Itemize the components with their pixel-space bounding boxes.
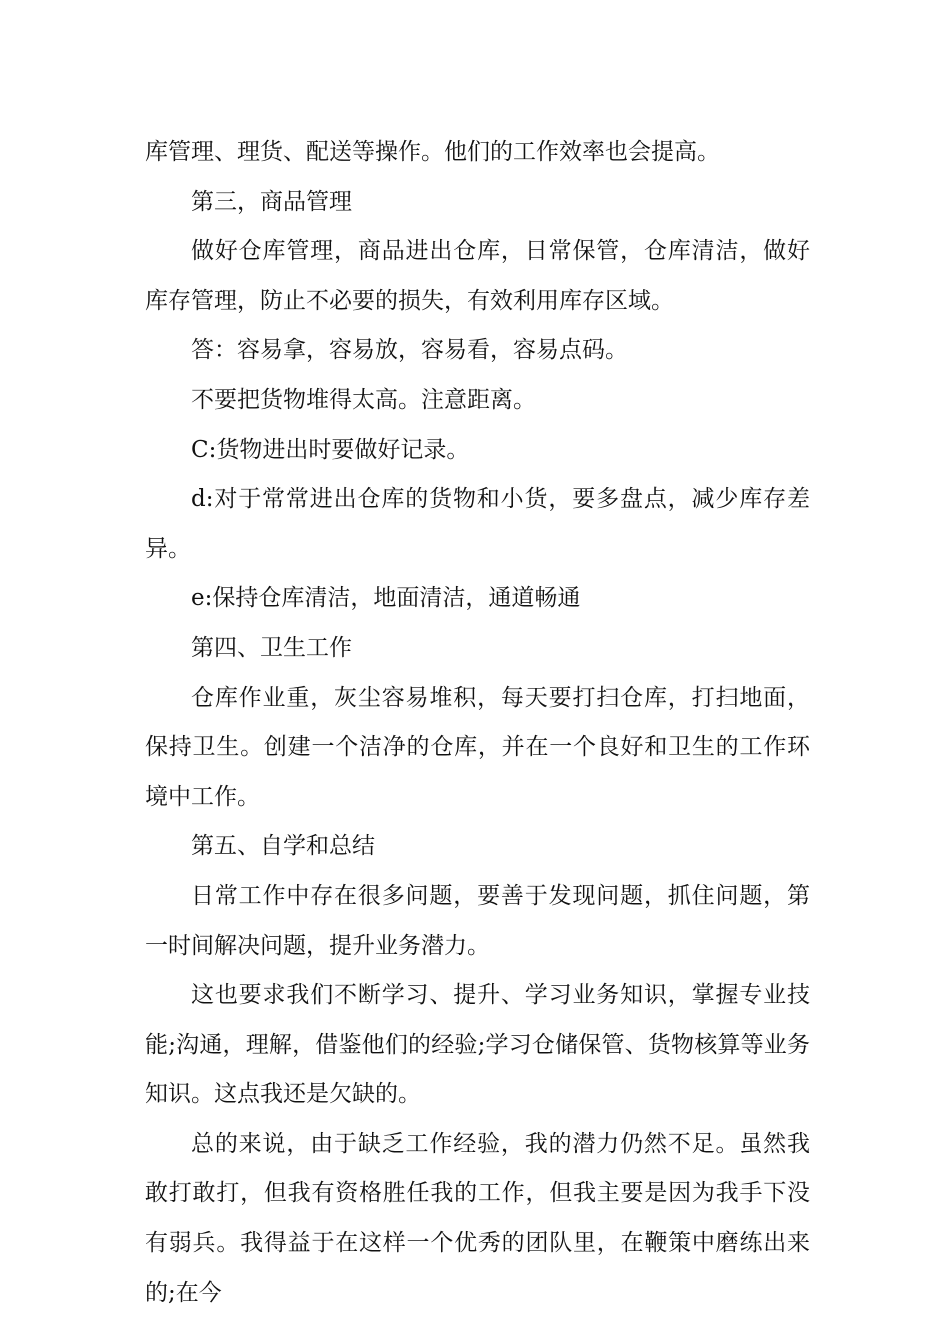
section-heading-self-study: 第五、自学和总结	[191, 833, 375, 860]
document-body	[145, 128, 810, 1318]
paragraph-hygiene: 仓库作业重，灰尘容易堆积，每天要打扫仓库，打扫地面，保持卫生。创建一个洁净的仓库，并在一个良好和卫生的工作环境中工作。	[145, 684, 810, 810]
paragraph-learning: 这也要求我们不断学习、提升、学习业务知识，掌握专业技能;沟通，理解，借鉴他们的经验;学习仓储保管、货物核算等业务知识。这点我还是欠缺的。	[145, 982, 810, 1108]
paragraph-warehouse-management: 做好仓库管理，商品进出仓库，日常保管，仓库清洁，做好库存管理，防止不必要的损失，有效利用库存区域。	[145, 238, 810, 314]
section-heading-product-management: 第三，商品管理	[191, 188, 352, 215]
paragraph-answer: 答：容易拿，容易放，容易看，容易点码。	[191, 337, 628, 364]
paragraph-item-c: C:货物进出时要做好记录。	[191, 436, 470, 463]
section-heading-hygiene: 第四、卫生工作	[191, 634, 352, 661]
paragraph-stacking: 不要把货物堆得太高。注意距离。	[191, 386, 536, 413]
paragraph-item-e: e:保持仓库清洁，地面清洁，通道畅通	[191, 585, 581, 612]
paragraph-item-d: d:对于常常进出仓库的货物和小货，要多盘点，减少库存差异。	[145, 486, 810, 562]
paragraph-summary: 总的来说，由于缺乏工作经验，我的潜力仍然不足。虽然我敢打敢打，但我有资格胜任我的工作，但我主要是因为我手下没有弱兵。我得益于在这样一个优秀的团队里，在鞭策中磨练出来的;在今	[145, 1130, 810, 1306]
paragraph-continuation: 库管理、理货、配送等操作。他们的工作效率也会提高。	[145, 139, 720, 165]
paragraph-problems: 日常工作中存在很多问题，要善于发现问题，抓住问题，第一时间解决问题，提升业务潜力。	[145, 882, 810, 959]
